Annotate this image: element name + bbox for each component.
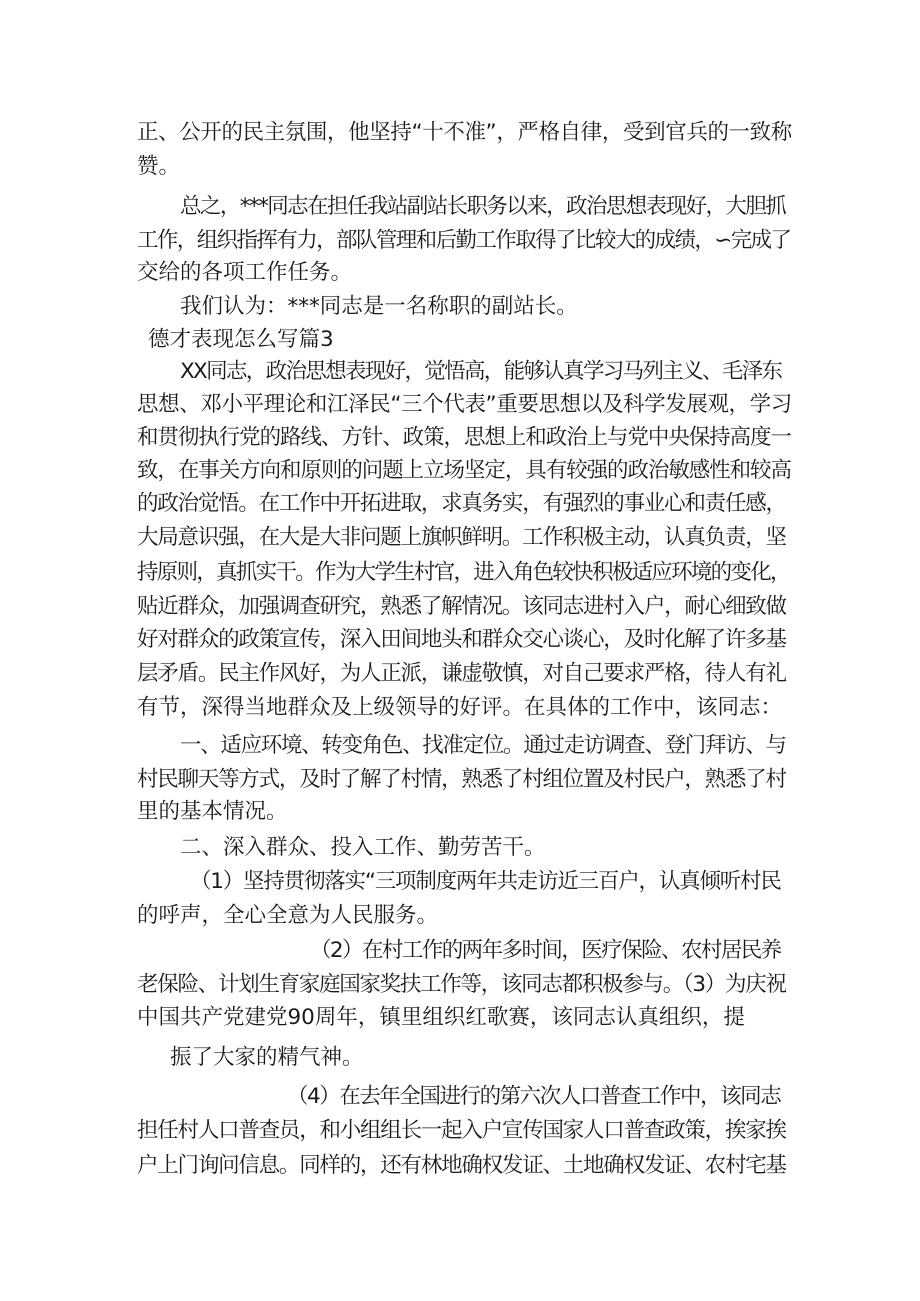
text-line: 的政治觉悟。在工作中开拓进取，求真务实，有强烈的事业心和责任感， xyxy=(137,491,786,516)
text-line: （1）坚持贯彻落实“三项制度两年共走访近三百户，认真倾听村民 xyxy=(190,869,781,894)
text-line: 振了大家的精气神。 xyxy=(170,1045,364,1070)
text-line: 中国共产党建党90周年，镇里组织红歌赛，该同志认真组织，提 xyxy=(137,1005,745,1030)
text-line: 好对群众的政策宣传，深入田间地头和群众交心谈心，及时化解了许多基 xyxy=(137,627,786,652)
section-heading: 德才表现怎么写篇3 xyxy=(148,327,334,352)
text-line: 正、公开的民主氛围，他坚持“十不准”，严格自律，受到官兵的一致称 xyxy=(137,120,792,145)
text-line: 赞。 xyxy=(137,154,181,179)
text-line: 村民聊天等方式，及时了解了村情，熟悉了村组位置及村民户，熟悉了村 xyxy=(137,767,786,792)
text-line: 大局意识强，在大是大非问题上旗帜鲜明。工作积极主动，认真负责，坚 xyxy=(137,525,786,550)
text-line: 担任村人口普查员，和小组组长一起入户宣传国家人口普查政策，挨家挨 xyxy=(137,1118,786,1143)
text-line: 和贯彻执行党的路线、方针、政策，思想上和政治上与党中央保持高度一 xyxy=(137,425,791,450)
text-line: 一、适应环境、转变角色、找准定位。通过走访调查、登门拜访、与 xyxy=(180,733,786,758)
text-line: 持原则，真抓实干。作为大学生村官，进入角色较快积极适应环境的变化， xyxy=(137,560,790,585)
text-line: 层矛盾。民主作风好，为人正派，谦虚敬慎，对自己要求严格，待人有礼 xyxy=(137,661,786,686)
text-line: 致，在事关方向和原则的问题上立场坚定，具有较强的政治敏感性和较高 xyxy=(137,458,791,483)
text-line: 我们认为：***同志是一名称职的副站长。 xyxy=(180,294,578,319)
text-line: 总之，***同志在担任我站副站长职务以来，政治思想表现好，大胆抓 xyxy=(180,194,786,219)
text-line: 有节，深得当地群众及上级领导的好评。在具体的工作中，该同志： xyxy=(137,695,783,720)
text-line: 工作，组织指挥有力，部队管理和后勤工作取得了比较大的成绩，∽完成了 xyxy=(137,228,791,253)
text-line: 的呼声，全心全意为人民服务。 xyxy=(137,903,439,928)
text-line: 户上门询问信息。同样的，还有林地确权发证、土地确权发证、农村宅基 xyxy=(137,1153,786,1178)
text-line: XX同志，政治思想表现好，觉悟高，能够认真学习马列主义、毛泽东 xyxy=(180,359,782,384)
text-line: 老保险、计划生育家庭国家奖扶工作等，该同志都积极参与。（3）为庆祝 xyxy=(137,972,786,997)
text-line: 里的基本情况。 xyxy=(137,799,288,824)
text-line: 交给的各项工作任务。 xyxy=(137,260,353,285)
text-line: 思想、邓小平理论和江泽民“三个代表”重要思想以及科学发展观，学习 xyxy=(137,392,792,417)
text-line: （4）在去年全国进行的第六次人口普查工作中，该同志 xyxy=(287,1084,781,1109)
text-line: 贴近群众，加强调查研究，熟悉了解情况。该同志进村入户，耐心细致做 xyxy=(137,594,786,619)
text-line: 二、深入群众、投入工作、勤劳苦干。 xyxy=(180,835,546,860)
text-line: （2）在村工作的两年多时间，医疗保险、农村居民养 xyxy=(310,938,781,963)
